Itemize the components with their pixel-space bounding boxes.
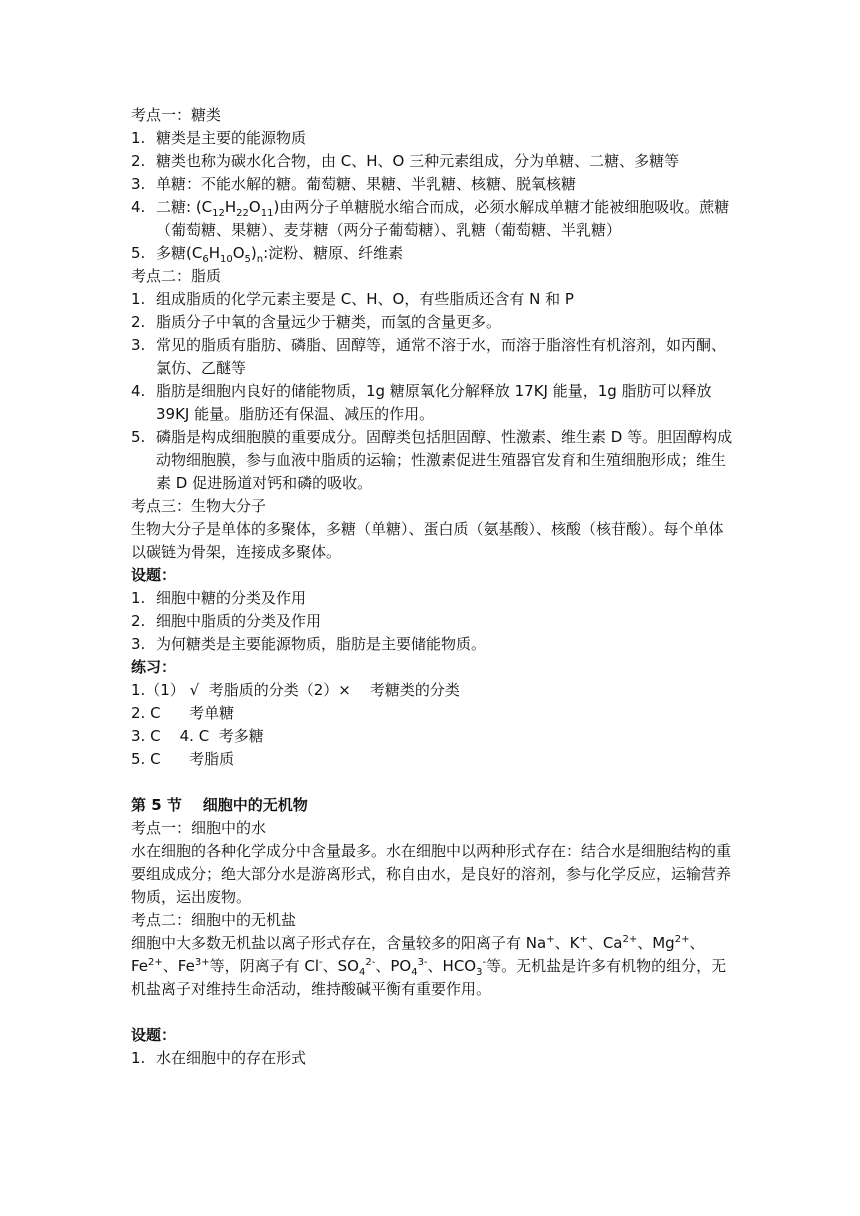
list-text: 脂质分子中氧的含量远少于糖类，而氢的含量更多。 (156, 313, 502, 331)
list-text: 组成脂质的化学元素主要是 C、H、O，有些脂质还含有 N 和 P (156, 290, 574, 308)
exercise-answer: 1.（1） √ 考脂质的分类（2）× 考糖类的分类 (131, 681, 460, 699)
exercise-answer: 5. C 考脂质 (131, 750, 235, 768)
section-heading-water: 考点一：细胞中的水 (131, 819, 267, 837)
list-item (131, 334, 733, 380)
list-item (131, 311, 733, 334)
questions-heading: 设题： (131, 1026, 177, 1044)
section-heading-inorganic-salts: 考点二：细胞中的无机盐 (131, 911, 297, 929)
list-number: 3. (131, 635, 146, 653)
list-text: 二糖: $(C_{12}H_{22}O_{11})$由两分子单糖脱水缩合而成，必须水解成单糖才能被细胞吸收。蔗糖（葡萄糖、果糖）、麦芽糖（两分子葡萄糖）、乳糖（葡萄糖、半乳糖） (156, 198, 730, 239)
exercises-heading: 练习： (131, 658, 177, 676)
list-number: 5. (131, 428, 146, 446)
list-item (131, 288, 733, 311)
paragraph-ions: 细胞中大多数无机盐以离子形式存在，含量较多的阳离子有 Na+、K+、$Ca^{2+}$、$Mg^{2+}$、$Fe^{2+}$、$Fe^{3+}$等，阴离子有 Cl-、$SO_4^{2-}$、$PO_4^{3-}$、$HCO_3^-$等。无机盐是许多有机物的组分，无机盐离子对维持生命活动，维持酸碱平衡有重要作用。 (131, 934, 727, 998)
section-heading-macromolecules: 考点三：生物大分子 (131, 497, 267, 515)
list-text: 单糖：不能水解的糖。葡萄糖、果糖、半乳糖、核糖、脱氧核糖 (156, 175, 577, 193)
document-page (131, 104, 733, 1070)
list-text: 脂肪是细胞内良好的储能物质，1g 糖原氧化分解释放 17KJ 能量，1g 脂肪可以释放 39KJ 能量。脂肪还有保温、减压的作用。 (156, 382, 712, 423)
list-number: 3. (131, 175, 146, 193)
list-number: 2. (131, 313, 146, 331)
list-text: 糖类也称为碳水化合物，由 C、H、O 三种元素组成，分为单糖、二糖、多糖等 (156, 152, 680, 170)
exercise-answer: 3. C 4. C 考多糖 (131, 727, 264, 745)
list-text: 细胞中脂质的分类及作用 (156, 612, 322, 630)
list-item (131, 242, 733, 265)
list-item (131, 610, 733, 633)
list-number: 1. (131, 290, 146, 308)
list-number: 4. (131, 198, 146, 216)
list-item (131, 150, 733, 173)
list-item (131, 587, 733, 610)
list-number: 1. (131, 1049, 146, 1067)
list-number: 2. (131, 612, 146, 630)
list-text: 为何糖类是主要能源物质，脂肪是主要储能物质。 (156, 635, 487, 653)
list-number: 4. (131, 382, 146, 400)
list-text: 糖类是主要的能源物质 (156, 129, 307, 147)
list-item (131, 196, 733, 242)
list-item (131, 1047, 733, 1070)
list-text: 常见的脂质有脂肪、磷脂、固醇等，通常不溶于水，而溶于脂溶性有机溶剂，如丙酮、氯仿、乙醚等 (156, 336, 727, 377)
list-item (131, 426, 733, 495)
paragraph: 水在细胞的各种化学成分中含量最多。水在细胞中以两种形式存在：结合水是细胞结构的重要组成成分；绝大部分水是游离形式，称自由水，是良好的溶剂，参与化学反应，运输营养物质，运出废物。 (131, 842, 732, 906)
list-text: 多糖$(C_6H_{10}O_5)_n$:淀粉、糖原、纤维素 (156, 244, 404, 265)
section-heading-sugars: 考点一：糖类 (131, 106, 222, 124)
chapter-title: 第 5 节 细胞中的无机物 (131, 796, 308, 814)
exercise-answer: 2. C 考单糖 (131, 704, 235, 722)
paragraph: 生物大分子是单体的多聚体，多糖（单糖）、蛋白质（氨基酸）、核酸（核苷酸）。每个单体以碳链为骨架，连接成多聚体。 (131, 520, 724, 561)
spacer (131, 1001, 733, 1024)
list-item (131, 173, 733, 196)
spacer (131, 771, 733, 794)
section-heading-lipids: 考点二：脂质 (131, 267, 222, 285)
list-number: 1. (131, 129, 146, 147)
list-text: 水在细胞中的存在形式 (156, 1049, 307, 1067)
list-item (131, 633, 733, 656)
list-number: 3. (131, 336, 146, 354)
list-item (131, 380, 733, 426)
list-number: 5. (131, 244, 146, 262)
list-number: 1. (131, 589, 146, 607)
list-number: 2. (131, 152, 146, 170)
list-item (131, 127, 733, 150)
list-text: 细胞中糖的分类及作用 (156, 589, 307, 607)
questions-heading: 设题： (131, 566, 177, 584)
list-text: 磷脂是构成细胞膜的重要成分。固醇类包括胆固醇、性激素、维生素 D 等。胆固醇构成动物细胞膜，参与血液中脂质的运输；性激素促进生殖器官发育和生殖细胞形成；维生素 D 促进肠道对钙和磷的吸收。 (156, 428, 733, 492)
